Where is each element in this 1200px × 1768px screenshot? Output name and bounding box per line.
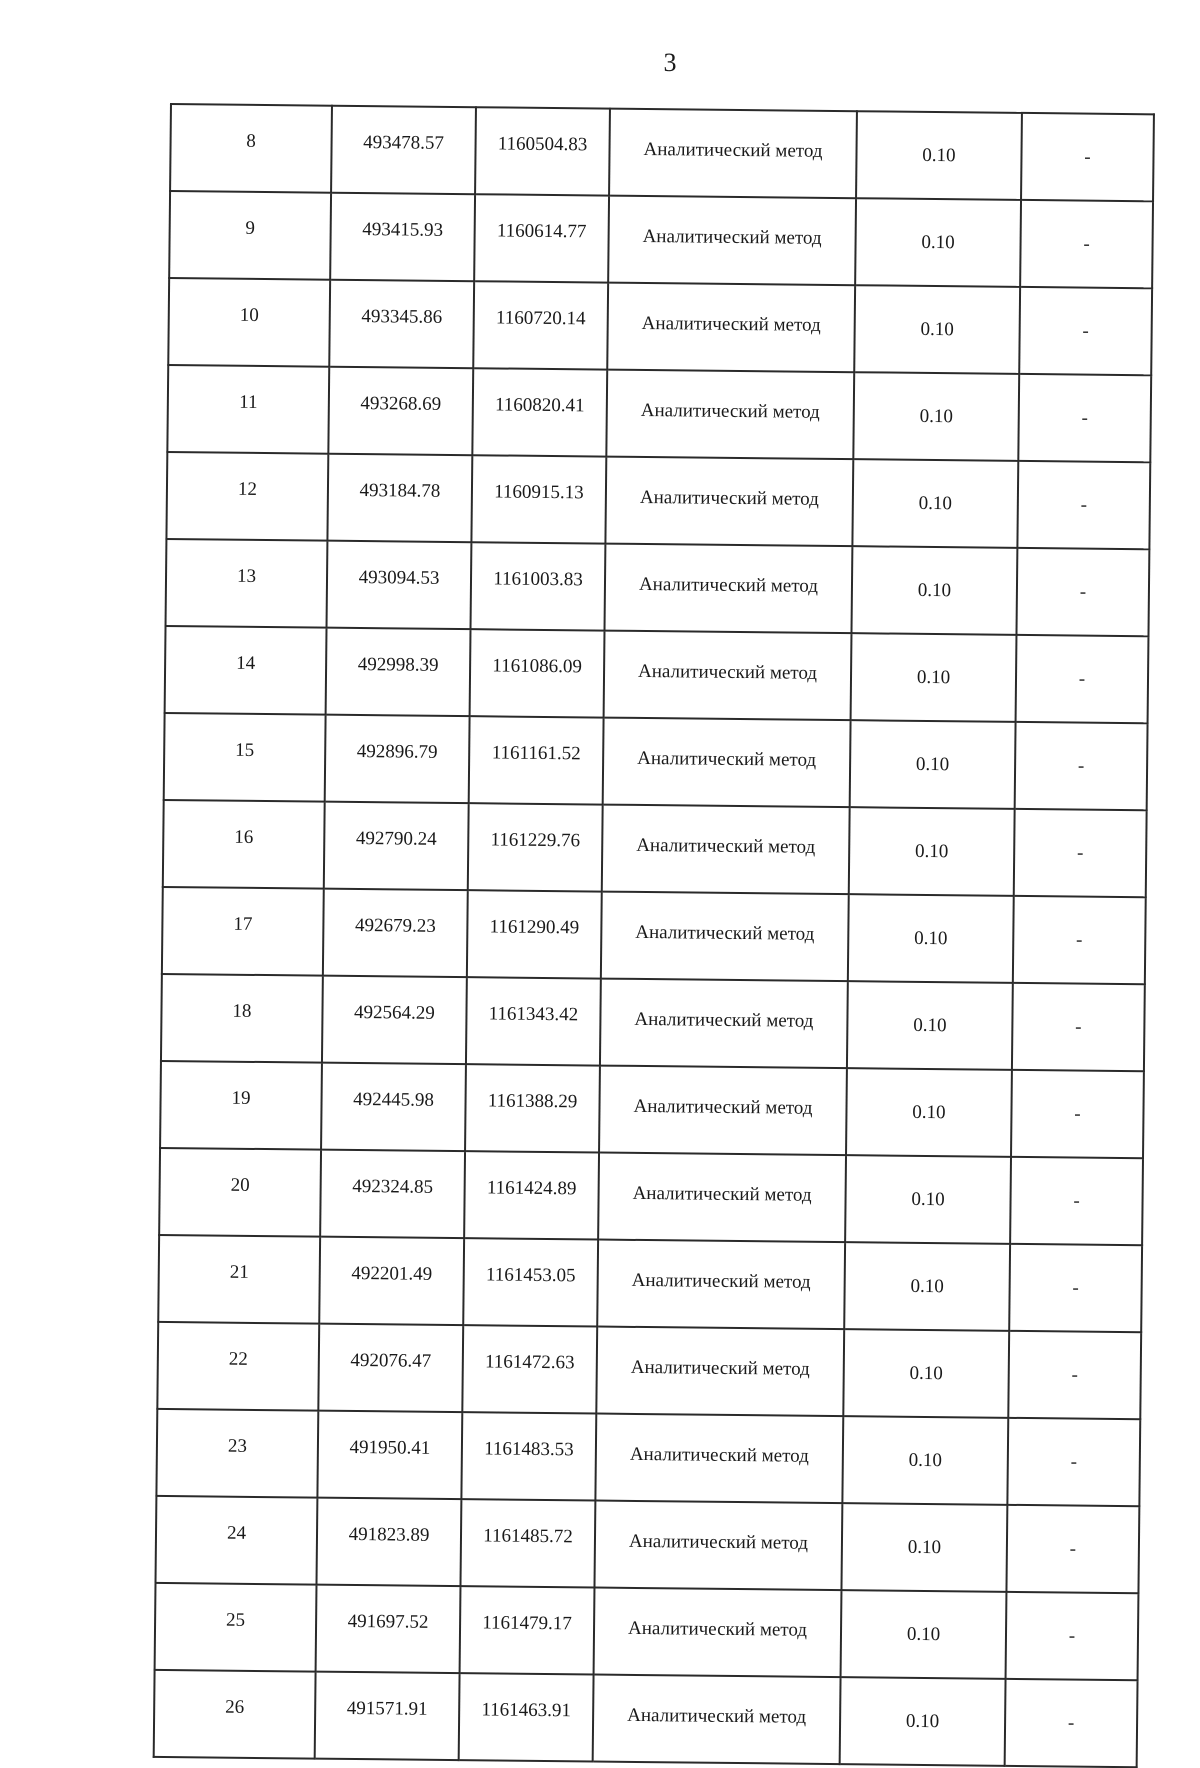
method-cell: Аналитический метод [598,1153,846,1243]
x-coordinate-cell: 493345.86 [329,280,474,369]
table-row [154,1670,1138,1767]
note-cell: - [1018,374,1151,462]
note-cell: - [1012,983,1145,1071]
x-coordinate-cell: 492896.79 [325,715,470,804]
method-cell: Аналитический метод [607,283,855,373]
accuracy-cell: 0.10 [841,1590,1007,1679]
method-cell: Аналитический метод [606,370,854,460]
note-cell: - [1006,1505,1139,1593]
method-cell: Аналитический метод [593,1675,841,1765]
y-coordinate-cell: 1161229.76 [468,803,603,891]
table-row [170,104,1154,201]
method-cell: Аналитический метод [603,718,851,808]
x-coordinate-cell: 492998.39 [326,628,471,717]
y-coordinate-cell: 1161472.63 [462,1325,597,1413]
point-number-cell: 12 [166,452,328,541]
y-coordinate-cell: 1161479.17 [460,1586,595,1674]
method-cell: Аналитический метод [604,544,852,634]
x-coordinate-cell: 492076.47 [318,1324,463,1413]
coordinates-table [153,103,1155,1768]
accuracy-cell: 0.10 [840,1677,1006,1766]
note-cell: - [1020,200,1153,288]
note-cell: - [1008,1331,1141,1419]
table-row [156,1496,1140,1593]
y-coordinate-cell: 1160915.13 [471,455,606,543]
method-cell: Аналитический метод [605,457,853,547]
y-coordinate-cell: 1161483.53 [461,1412,596,1500]
accuracy-cell: 0.10 [848,894,1014,983]
table-row [158,1235,1142,1332]
table-row [159,1148,1143,1245]
accuracy-cell: 0.10 [845,1155,1011,1244]
table-row [161,974,1145,1071]
point-number-cell: 15 [164,713,326,802]
point-number-cell: 8 [170,104,332,193]
x-coordinate-cell: 493415.93 [330,193,475,282]
point-number-cell: 11 [167,365,329,454]
x-coordinate-cell: 491823.89 [316,1498,461,1587]
note-cell: - [1015,722,1148,810]
point-number-cell: 24 [156,1496,318,1585]
method-cell: Аналитический метод [599,1066,847,1156]
table-row [166,539,1150,636]
note-cell: - [1011,1070,1144,1158]
table-row [155,1583,1139,1680]
table-row [167,365,1151,462]
method-cell: Аналитический метод [595,1414,843,1504]
y-coordinate-cell: 1161343.42 [466,977,601,1065]
x-coordinate-cell: 492790.24 [324,802,469,891]
x-coordinate-cell: 491697.52 [316,1585,461,1674]
point-number-cell: 16 [163,800,325,889]
table-row [160,1061,1144,1158]
table-row [168,278,1152,375]
table-row [166,452,1150,549]
y-coordinate-cell: 1161463.91 [459,1673,594,1761]
y-coordinate-cell: 1161086.09 [470,629,605,717]
point-number-cell: 14 [165,626,327,715]
x-coordinate-cell: 492564.29 [322,976,467,1065]
table-row [165,626,1149,723]
y-coordinate-cell: 1161290.49 [467,890,602,978]
point-number-cell: 22 [157,1322,319,1411]
note-cell: - [1009,1244,1142,1332]
x-coordinate-cell: 492324.85 [320,1150,465,1239]
x-coordinate-cell: 492201.49 [319,1237,464,1326]
accuracy-cell: 0.10 [853,372,1019,461]
accuracy-cell: 0.10 [842,1416,1008,1505]
note-cell: - [1019,287,1152,375]
y-coordinate-cell: 1160614.77 [474,194,609,282]
method-cell: Аналитический метод [609,109,857,199]
note-cell: - [1006,1592,1139,1680]
accuracy-cell: 0.10 [854,285,1020,374]
accuracy-cell: 0.10 [841,1503,1007,1592]
accuracy-cell: 0.10 [851,633,1017,722]
coordinates-table-wrapper [153,103,1155,1768]
accuracy-cell: 0.10 [850,720,1016,809]
note-cell: - [1014,809,1147,897]
y-coordinate-cell: 1161003.83 [471,542,606,630]
method-cell: Аналитический метод [597,1240,845,1330]
coordinates-table-body [154,104,1154,1767]
x-coordinate-cell: 492679.23 [323,889,468,978]
method-cell: Аналитический метод [600,979,848,1069]
point-number-cell: 21 [158,1235,320,1324]
accuracy-cell: 0.10 [856,111,1022,200]
y-coordinate-cell: 1161453.05 [463,1238,598,1326]
y-coordinate-cell: 1161485.72 [460,1499,595,1587]
point-number-cell: 9 [169,191,331,280]
accuracy-cell: 0.10 [847,981,1013,1070]
y-coordinate-cell: 1160504.83 [475,107,610,195]
table-row [162,887,1146,984]
method-cell: Аналитический метод [594,1501,842,1591]
table-row [163,800,1147,897]
table-row [157,1322,1141,1419]
point-number-cell: 10 [168,278,330,367]
x-coordinate-cell: 492445.98 [321,1063,466,1152]
note-cell: - [1007,1418,1140,1506]
point-number-cell: 19 [160,1061,322,1150]
note-cell: - [1016,635,1149,723]
point-number-cell: 25 [155,1583,317,1672]
method-cell: Аналитический метод [594,1588,842,1678]
note-cell: - [1017,461,1150,549]
accuracy-cell: 0.10 [846,1068,1012,1157]
accuracy-cell: 0.10 [849,807,1015,896]
accuracy-cell: 0.10 [855,198,1021,287]
page-number: 3 [663,48,677,77]
point-number-cell: 18 [161,974,323,1063]
x-coordinate-cell: 491571.91 [315,1672,460,1761]
accuracy-cell: 0.10 [844,1242,1010,1331]
y-coordinate-cell: 1160820.41 [472,368,607,456]
method-cell: Аналитический метод [608,196,856,286]
note-cell: - [1016,548,1149,636]
x-coordinate-cell: 493268.69 [328,367,473,456]
point-number-cell: 13 [166,539,328,628]
accuracy-cell: 0.10 [843,1329,1009,1418]
x-coordinate-cell: 491950.41 [317,1411,462,1500]
method-cell: Аналитический метод [604,631,852,721]
accuracy-cell: 0.10 [851,546,1017,635]
table-row [164,713,1148,810]
method-cell: Аналитический метод [601,892,849,982]
point-number-cell: 23 [156,1409,318,1498]
x-coordinate-cell: 493094.53 [327,541,472,630]
method-cell: Аналитический метод [596,1327,844,1417]
x-coordinate-cell: 493184.78 [327,454,472,543]
table-row [169,191,1153,288]
accuracy-cell: 0.10 [852,459,1018,548]
point-number-cell: 17 [162,887,324,976]
note-cell: - [1005,1679,1138,1767]
table-row [156,1409,1140,1506]
point-number-cell: 20 [159,1148,321,1237]
y-coordinate-cell: 1160720.14 [473,281,608,369]
x-coordinate-cell: 493478.57 [331,106,476,195]
note-cell: - [1010,1157,1143,1245]
note-cell: - [1013,896,1146,984]
y-coordinate-cell: 1161388.29 [465,1064,600,1152]
note-cell: - [1021,113,1154,201]
y-coordinate-cell: 1161424.89 [464,1151,599,1239]
point-number-cell: 26 [154,1670,316,1759]
y-coordinate-cell: 1161161.52 [469,716,604,804]
method-cell: Аналитический метод [602,805,850,895]
